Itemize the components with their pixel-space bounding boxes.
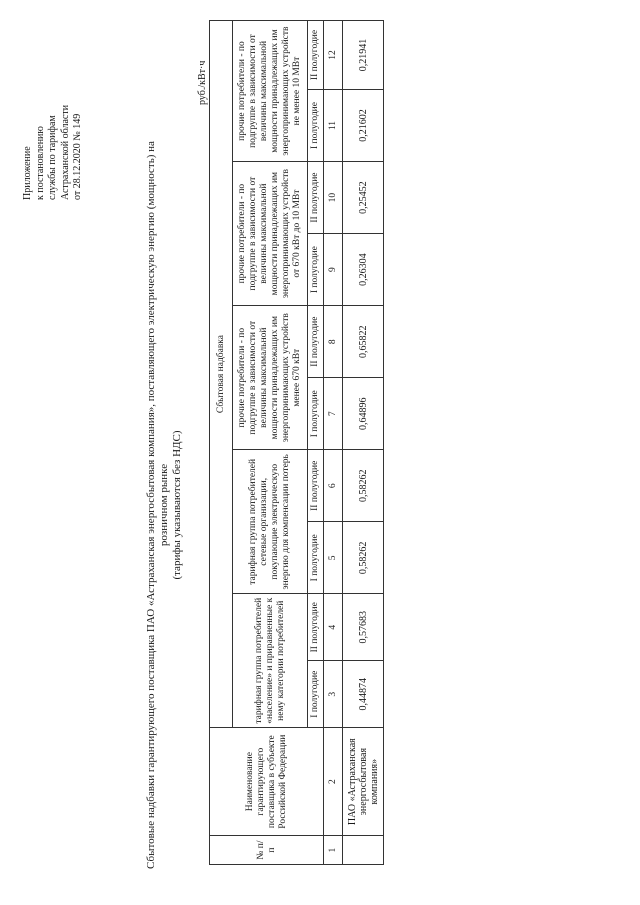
index-cell: 11 bbox=[324, 90, 343, 162]
value-cell: 0,25452 bbox=[343, 162, 384, 234]
header-group-population: тарифная группа потребителей «население» и приравненные к нему категории потребителей bbox=[233, 594, 308, 728]
header-group-gt10: прочие потребители - по подгруппе в зависимости от величины максимальной мощности принадлежащих им энергопринимающих устройств не менее 10 МВт bbox=[233, 21, 308, 162]
value-cell: 0,64896 bbox=[343, 378, 384, 450]
value-cell: 0,21602 bbox=[343, 90, 384, 162]
header-half-1: I полугодие bbox=[308, 234, 324, 306]
index-cell: 8 bbox=[324, 306, 343, 378]
value-cell: 0,44874 bbox=[343, 661, 384, 728]
document-title bbox=[145, 125, 184, 885]
value-cell: 0,57683 bbox=[343, 594, 384, 661]
appendix-line: службы по тарифам bbox=[47, 115, 58, 200]
header-half-1: I полугодие bbox=[308, 661, 324, 728]
header-half-1: I полугодие bbox=[308, 90, 324, 162]
title-line-2: (тарифы указываются без НДС) bbox=[171, 430, 183, 580]
header-half-2: II полугодие bbox=[308, 450, 324, 522]
header-half-1: I полугодие bbox=[308, 522, 324, 594]
index-cell: 1 bbox=[324, 836, 343, 865]
value-cell: 0,21941 bbox=[343, 21, 384, 90]
index-cell: 4 bbox=[324, 594, 343, 661]
unit-label: руб./кВт·ч bbox=[197, 60, 208, 105]
row-num bbox=[343, 836, 384, 865]
appendix-line: Приложение bbox=[22, 146, 33, 200]
value-cell: 0,58262 bbox=[343, 450, 384, 522]
appendix-line: от 28.12.2020 № 149 bbox=[72, 113, 83, 200]
appendix-block bbox=[22, 20, 85, 200]
index-cell: 2 bbox=[324, 728, 343, 836]
index-cell: 6 bbox=[324, 450, 343, 522]
title-line-1: Сбытовые надбавки гарантирующего поставщика ПАО «Астраханская энергосбытовая компания», поставляющего электрическую энергию (мощность) на розничном рынке bbox=[145, 141, 170, 869]
row-supplier-name: ПАО «Астраханская энергосбытовая компания» bbox=[343, 728, 384, 836]
header-group-670-10: прочие потребители - по подгруппе в зависимости от величины максимальной мощности принадлежащих им энергопринимающих устройств от 670 кВт до 10 МВт bbox=[233, 162, 308, 306]
index-cell: 9 bbox=[324, 234, 343, 306]
header-group-network: тарифная группа потребителей сетевые организации, покупающие электрическую энергию для компенсации потерь bbox=[233, 450, 308, 594]
value-cell: 0,26304 bbox=[343, 234, 384, 306]
header-half-2: II полугодие bbox=[308, 594, 324, 661]
header-half-2: II полугодие bbox=[308, 306, 324, 378]
index-cell: 10 bbox=[324, 162, 343, 234]
index-cell: 12 bbox=[324, 21, 343, 90]
index-cell: 7 bbox=[324, 378, 343, 450]
index-cell: 5 bbox=[324, 522, 343, 594]
appendix-line: к постановлению bbox=[34, 126, 46, 200]
value-cell: 0,58262 bbox=[343, 522, 384, 594]
appendix-line: Астраханской области bbox=[59, 104, 71, 200]
header-markup: Сбытовая надбавка bbox=[210, 21, 233, 728]
header-half-2: II полугодие bbox=[308, 162, 324, 234]
header-num: № п/п bbox=[210, 836, 324, 865]
header-name: Наименование гарантирующего поставщика в субъекте Российской Федерации bbox=[210, 728, 324, 836]
header-group-lt670: прочие потребители - по подгруппе в зависимости от величины максимальной мощности принадлежащих им энергопринимающих устройств менее 670 кВт bbox=[233, 306, 308, 450]
markup-table bbox=[209, 20, 384, 865]
value-cell: 0,65822 bbox=[343, 306, 384, 378]
header-half-1: I полугодие bbox=[308, 378, 324, 450]
header-half-2: II полугодие bbox=[308, 21, 324, 90]
index-cell: 3 bbox=[324, 661, 343, 728]
